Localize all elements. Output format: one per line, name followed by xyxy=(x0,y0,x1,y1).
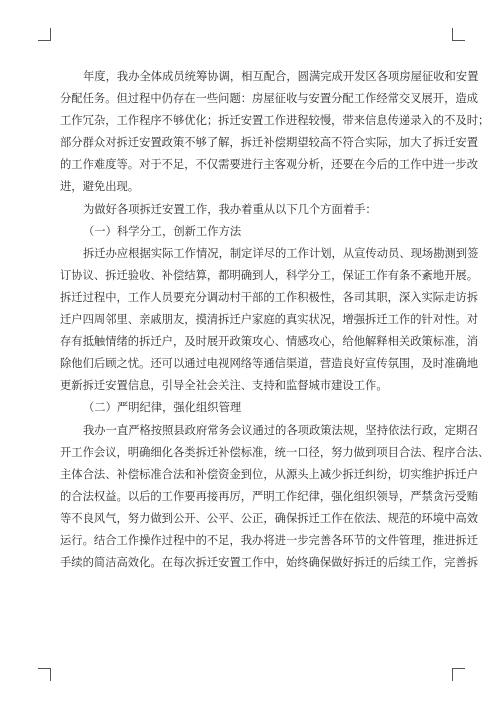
text-line: 开工作会议，明确细化各类拆迁补偿标准，统一口径，努力做到项目合法、程序合法、 xyxy=(60,445,490,459)
text-line: 进，避免出现。 xyxy=(60,180,140,194)
text-line: 等不良风气，努力做到公开、公平、公正，确保拆迁工作在依法、规范的环境中高效 xyxy=(60,511,478,525)
text-line: 的工作难度等。对于不足，不仅需要进行主客观分析，还要在今后的工作中进一步改 xyxy=(60,158,478,172)
text-line: 我办一直严格按照县政府常务会议通过的各项政策法规，坚持依法行政，定期召 xyxy=(83,423,479,437)
text-line: 的合法权益。以后的工作要再接再厉，严明工作纪律，强化组织领导，严禁贪污受贿 xyxy=(60,489,478,503)
text-line: 分配任务。但过程中仍存在一些问题：房屋征收与安置分配工作经常交叉展开，造成 xyxy=(60,92,478,106)
crop-mark-bottom-right xyxy=(452,668,465,681)
text-line: 订协议、拆迁验收、补偿结算，都明确到人，科学分工，保证工作有条不紊地开展。 xyxy=(60,268,478,282)
text-line: 存有抵触情绪的拆迁户，及时展开政策攻心、情感攻心，给他解释相关政策标准，消 xyxy=(60,335,478,349)
text-line: 手续的简洁高效化。在每次拆迁安置工作中，始终确保做好拆迁的后续工作，完善拆 xyxy=(60,556,478,570)
text-line: 年度，我办全体成员统筹协调，相互配合，圆满完成开发区各项房屋征收和安置 xyxy=(83,70,479,83)
text-line: 工作冗杂，工作程序不够优化；拆迁安置工作进程较慢，带来信息传递录入的不及时； xyxy=(60,114,490,128)
text-line: 部分群众对拆迁安置政策不够了解，拆迁补偿期望较高不符合实际，加大了拆迁安置 xyxy=(60,136,478,150)
text-line: 拆迁办应根据实际工作情况，制定详尽的工作计划，从宣传动员、现场勘测到签 xyxy=(83,246,479,260)
crop-mark-bottom-left xyxy=(38,668,51,681)
crop-mark-top-right xyxy=(452,28,465,41)
text-line: 主体合法、补偿标准合法和补偿资金到位，从源头上减少拆迁纠纷，切实维护拆迁户 xyxy=(60,467,478,481)
document-body xyxy=(60,66,490,574)
text-line: 更新拆迁安置信息，引导全社会关注、支持和监督城市建设工作。 xyxy=(60,379,388,393)
text-line: 除他们后顾之忧。还可以通过电视网络等通信渠道，营造良好宣传氛围，及时准确地 xyxy=(60,357,478,371)
text-line: 迁户四周邻里、亲戚朋友，摸清拆迁户家庭的真实状况，增强拆迁工作的针对性。对 xyxy=(60,313,478,327)
text-line: 拆迁过程中，工作人员要充分调动村干部的工作积极性，各司其职，深入实际走访拆 xyxy=(60,290,478,304)
section-heading: （一）科学分工，创新工作方法 xyxy=(83,224,242,238)
section-heading: （二）严明纪律，强化组织管理 xyxy=(83,401,242,415)
text-line: 运行。结合工作操作过程中的不足，我办将进一步完善各环节的文件管理，推进拆迁 xyxy=(60,533,478,547)
text-line: 为做好各项拆迁安置工作，我办着重从以下几个方面着手： xyxy=(83,202,377,216)
crop-mark-top-left xyxy=(38,28,51,41)
